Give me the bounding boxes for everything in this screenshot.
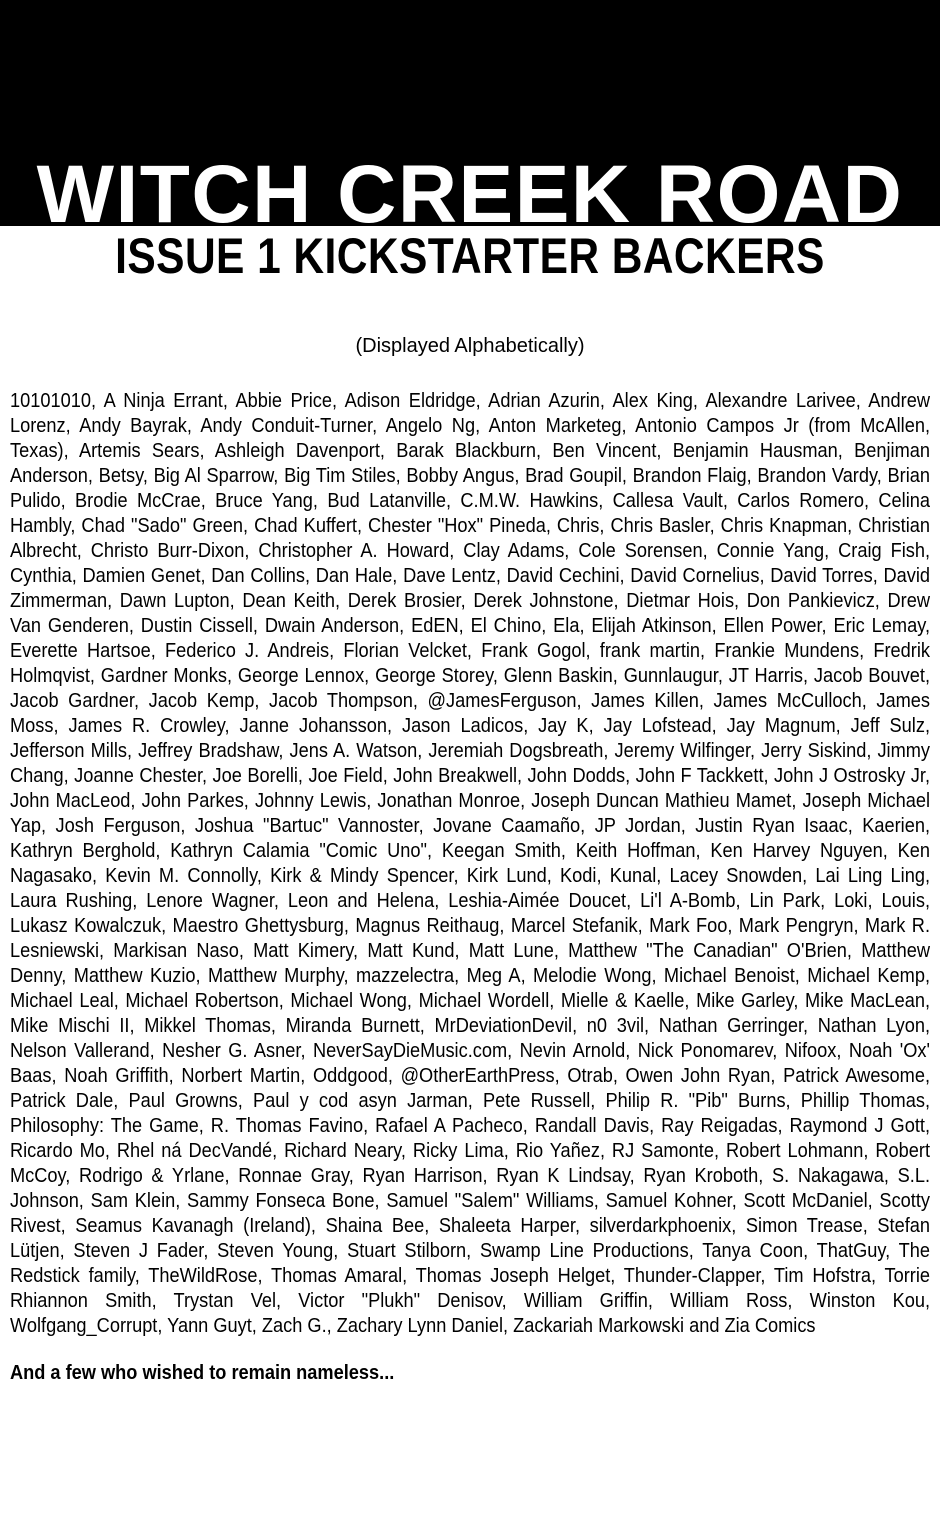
page-title: WITCH CREEK ROAD — [36, 149, 904, 240]
content-area — [10, 334, 930, 1386]
nameless-note: And a few who wished to remain nameless... — [10, 1362, 395, 1384]
page-subtitle: ISSUE 1 KICKSTARTER BACKERS — [115, 228, 825, 284]
backers-paragraph: 10101010, A Ninja Errant, Abbie Price, Adison Eldridge, Adrian Azurin, Alex King, Alexandre Larivee, Andrew Lorenz, Andy Bayrak, Andy Conduit-Turner, Angelo Ng, Anton Marketeg, Antonio Campos Jr (from McAllen, Texas), Artemis Sears, Ashleigh Davenport, Barak Blackburn, Ben Vincent, Benjamin Hausman, Benjiman Anderson, Betsy, Big Al Sparrow, Big Tim Stiles, Bobby Angus, Brad Goupil, Brandon Flaig, Brandon Vardy, Brian Pulido, Brodie McCrae, Bruce Yang, Bud Latanville, C.M.W. Hawkins, Callesa Vault, Carlos Romero, Celina Hambly, Chad "Sado" Green, Chad Kuffert, Chester "Hox" Pineda, Chris, Chris Basler, Chris Knapman, Christian Albrecht, Christo Burr-Dixon, Christopher A. Howard, Clay Adams, Cole Sorensen, Connie Yang, Craig Fish, Cynthia, Damien Genet, Dan Collins, Dan Hale, Dave Lentz, David Cechini, David Cornelius, David Torres, David Zimmerman, Dawn Lupton, Dean Keith, Derek Brosier, Derek Johnstone, Dietmar Hois, Don Pankievicz, Drew Van Genderen, Dustin Cissell, Dwain Anderson, EdEN, El Chino, Ela, Elijah Atkinson, Ellen Power, Eric Lemay, Everette Hartsoe, Federico J. Andreis, Florian Velcket, Frank Gogol, frank martin, Frankie Mundens, Fredrik Holmqvist, Gardner Monks, George Lennox, George Storey, Glenn Baskin, Gunnlaugur, JT Harris, Jacob Bouvet, Jacob Gardner, Jacob Kemp, Jacob Thompson, @JamesFerguson, James Killen, James McCulloch, James Moss, James R. Crowley, Janne Johansson, Jason Ladicos, Jay K, Jay Lofstead, Jay Magnum, Jeff Sulz, Jefferson Mills, Jeffrey Bradshaw, Jens A. Watson, Jeremiah Dogsbreath, Jeremy Wilfinger, Jerry Siskind, Jimmy Chang, Joanne Chester, Joe Borelli, Joe Field, John Breakwell, John Dodds, John F Tackkett, John J Ostrosky Jr, John MacLeod, John Parkes, Johnny Lewis, Jonathan Monroe, Joseph Duncan Mathieu Mamet, Joseph Michael Yap, Josh Ferguson, Joshua "Bartuc" Vannoster, Jovane Caamaño, JP Jordan, Justin Ryan Isaac, Kaerien, Kathryn Berghold, Kathryn Calamia "Comic Uno", Keegan Smith, Keith Hoffman, Ken Harvey Nguyen, Ken Nagasako, Kevin M. Connolly, Kirk & Mindy Spencer, Kirk Lund, Kodi, Kunal, Lacey Snowden, Lai Ling Ling, Laura Rushing, Lenore Wagner, Leon and Helena, Leshia-Aimée Doucet, Li'l A-Bomb, Lin Park, Loki, Louis, Lukasz Kowalczuk, Maestro Ghettysburg, Magnus Reithaug, Marcel Stefanik, Mark Foo, Mark Pengryn, Mark R. Lesniewski, Markisan Naso, Matt Kimery, Matt Kund, Matt Lune, Matthew "The Canadian" O'Brien, Matthew Denny, Matthew Kuzio, Matthew Murphy, mazzelectra, Meg A, Melodie Wong, Michael Benoist, Michael Kemp, Michael Leal, Michael Robertson, Michael Wong, Michael Wordell, Mielle & Kaelle, Mike Garley, Mike MacLean, Mike Mischi II, Mikkel Thomas, Miranda Burnett, MrDeviationDevil, n0 3vil, Nathan Gerringer, Nathan Lyon, Nelson Vallerand, Nesher G. Asner, NeverSayDieMusic.com, Nevin Arnold, Nick Ponomarev, Nifoox, Noah 'Ox' Baas, Noah Griffith, Norbert Martin, Oddgood, @OtherEarthPress, Otrab, Owen John Ryan, Patrick Awesome, Patrick Dale, Paul Growns, Paul y cod asyn Jarman, Pete Russell, Philip R. "Pib" Burns, Phillip Thomas, Philosophy: The Game, R. Thomas Favino, Rafael A Pacheco, Randall Davis, Ray Reigadas, Raymond J Gott, Ricardo Mo, Rhel ná DecVandé, Richard Neary, Ricky Lima, Rio Yañez, RJ Samonte, Robert Lohmann, Robert McCoy, Rodrigo & Yrlane, Ronnae Gray, Ryan Harrison, Ryan K Lindsay, Ryan Kroboth, S. Nakagawa, S.L. Johnson, Sam Klein, Sammy Fonseca Bone, Samuel "Salem" Williams, Samuel Kohner, Scott McDaniel, Scotty Rivest, Seamus Kavanagh (Ireland), Shaina Bee, Shaleeta Harper, silverdarkphoenix, Simon Trease, Stefan Lütjen, Steven J Fader, Steven Young, Stuart Stilborn, Swamp Line Productions, Tanya Coon, ThatGuy, The Redstick family, TheWildRose, Thomas Amaral, Thomas Joseph Helget, Thunder-Clapper, Tim Hofstra, Torrie Rhiannon Smith, Trystan Vel, Victor "Plukh" Denisov, William Griffin, William Ross, Winston Kou, Wolfgang_Corrupt, Yann Guyt, Zach G., Zachary Lynn Daniel, Zackariah Markowski and Zia Comics — [10, 390, 931, 1337]
sort-note: (Displayed Alphabetically) — [355, 335, 585, 357]
